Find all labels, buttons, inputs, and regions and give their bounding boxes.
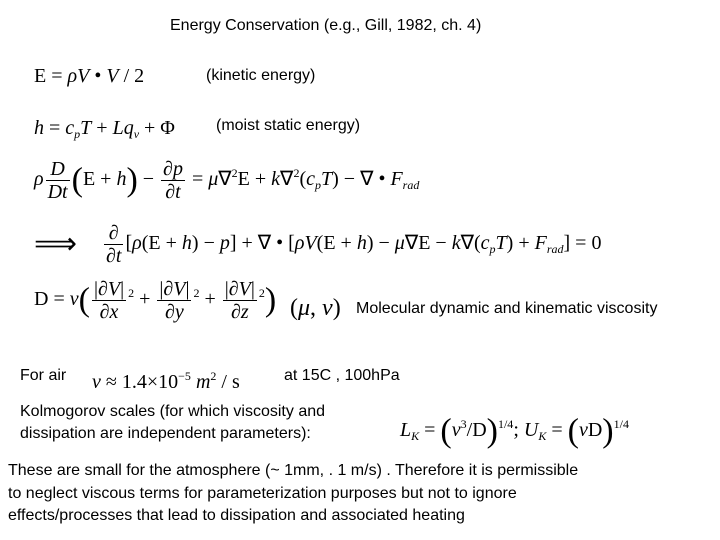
conclusion-line-3: effects/processes that lead to dissipation and associated heating — [8, 507, 465, 524]
moist-static-energy-equation: $h = c_pT + Lq_v + \Phi$ — [34, 117, 175, 141]
air-viscosity-exponent: −5 — [178, 369, 191, 383]
dissipation-equation: D = ν( $\frac{|\partial V|}{\partial x}$ $^2$ + $\frac{|\partial V|}{\partial y}$ $^2$ + $\frac{|\partial V|}{\partial z}$ $^2$) — [34, 278, 277, 323]
conditions-label: at 15C , 100hPa — [284, 367, 400, 384]
viscosity-symbols: (μ, ν) — [290, 295, 341, 321]
kolmogorov-scales-equation: $L_K = (\nu^3/D)^{1/4}$; $U_K = (\nu D)^{1/4}$ — [400, 412, 629, 450]
air-viscosity-unit-exponent: 2 — [210, 369, 217, 383]
flux-form-equation: ⟹ $\frac{\partial}{\partial t}$ [ρ(E + h) − p] + ∇ • $[\rho V(E + h) - \mu\nabla E - k\nabla(c_pT) + F_{rad}] = 0$ — [34, 222, 602, 267]
conclusion-line-1: These are small for the atmosphere (~ 1mm, . 1 m/s) . Therefore it is permissible — [8, 462, 579, 479]
kinetic-energy-equation: E = ρV • V / 2 — [34, 65, 145, 87]
for-air-label: For air — [20, 367, 67, 384]
air-viscosity-times: ×10 — [146, 371, 179, 393]
kolmogorov-label-2: dissipation are independent parameters): — [20, 425, 311, 442]
air-viscosity-per: / s — [221, 371, 240, 393]
air-viscosity-coefficient: 1.4 — [121, 371, 147, 393]
viscosity-label: Molecular dynamic and kinematic viscosity — [356, 300, 658, 317]
kolmogorov-label: Kolmogorov scales (for which viscosity and — [20, 403, 326, 420]
air-viscosity-unit: m — [195, 371, 211, 393]
energy-equation: ρ $\frac{D}{Dt}$ (E + h) − $\frac{\partial p}{\partial t}$ = $\mu\nabla^2E + k\nabla^2(c_pT)$ − ∇ • $F_{rad}$ — [34, 158, 420, 203]
air-viscosity-value: $\nu \approx 1.4\times 10^{-5}$ $m^2$ / s — [92, 369, 240, 393]
moist-static-energy-label: (moist static energy) — [216, 117, 361, 134]
kinetic-energy-label: (kinetic energy) — [206, 67, 316, 84]
slide-title: Energy Conservation (e.g., Gill, 1982, ch. 4) — [170, 17, 482, 34]
conclusion-line-2: to neglect viscous terms for parameterization purposes but not to ignore — [8, 485, 517, 502]
